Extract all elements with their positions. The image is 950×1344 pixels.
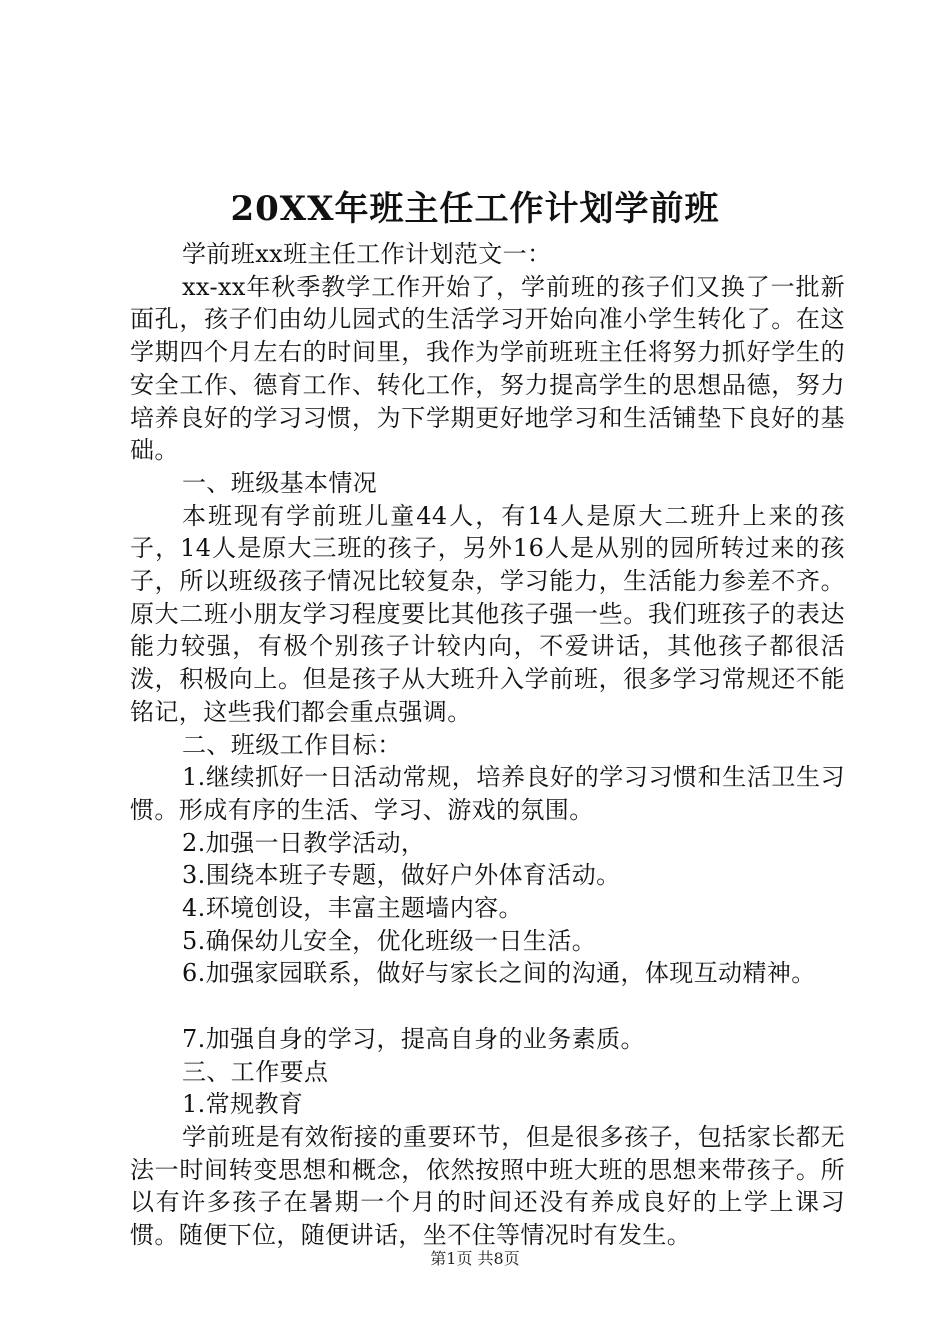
subheading-routine-education: 1.常规教育 xyxy=(182,1090,304,1119)
goal-item-7: 7.加强自身的学习，提高自身的业务素质。 xyxy=(182,1024,645,1053)
intro-line: 学前班xx班主任工作计划范文一： xyxy=(182,240,552,268)
goal-item-3: 3.围绕本班子专题，做好户外体育活动。 xyxy=(182,861,621,890)
opening-paragraph: xx-xx年秋季教学工作开始了，学前班的孩子们又换了一批新面孔，孩子们由幼儿园式的生活学习开始向准小学生转化了。在这学期四个月左右的时间里，我作为学前班班主任将努力抓好学生的安全工作、德育工作、转化工作，努力提高学生的思想品德，努力培养良好的学习习惯，为下学期更好地学习和生活铺垫下良好的基础。 xyxy=(130,272,845,465)
class-situation-paragraph: 本班现有学前班儿童44人，有14人是原大二班升上来的孩子，14人是原大三班的孩子，另外16人是从别的园所转过来的孩子，所以班级孩子情况比较复杂，学习能力，生活能力参差不齐。原大二班小朋友学习程度要比其他孩子强一些。我们班孩子的表达能力较强，有极个别孩子计较内向，不爱讲话，其他孩子都很活泼，积极向上。但是孩子从大班升入学前班，很多学习常规还不能铭记，这些我们都会重点强调。 xyxy=(130,501,845,726)
page-title: 20XX年班主任工作计划学前班 xyxy=(230,189,720,229)
goal-item-6: 6.加强家园联系，做好与家长之间的沟通，体现互动精神。 xyxy=(182,959,816,988)
paragraph-spacer xyxy=(130,990,845,1023)
section-heading-class-situation: 一、班级基本情况 xyxy=(182,468,378,497)
section-heading-work-goals: 二、班级工作目标： xyxy=(182,730,402,759)
page-number: 第1页 共8页 xyxy=(430,1249,520,1268)
goal-item-4: 4.环境创设，丰富主题墙内容。 xyxy=(182,894,523,923)
section-heading-work-points: 三、工作要点 xyxy=(182,1057,329,1086)
document-body xyxy=(130,238,845,1252)
goal-item-1: 1.继续抓好一日活动常规，培养良好的学习习惯和生活卫生习惯。形成有序的生活、学习、游戏的氛围。 xyxy=(130,763,845,824)
routine-education-paragraph: 学前班是有效衔接的重要环节，但是很多孩子，包括家长都无法一时间转变思想和概念，依然按照中班大班的思想来带孩子。所以有许多孩子在暑期一个月的时间还没有养成良好的上学上课习惯。随便下位，随便讲话，坐不住等情况时有发生。 xyxy=(130,1122,845,1250)
goal-item-2: 2.加强一日教学活动， xyxy=(182,828,426,857)
goal-item-5: 5.确保幼儿安全，优化班级一日生活。 xyxy=(182,926,597,955)
